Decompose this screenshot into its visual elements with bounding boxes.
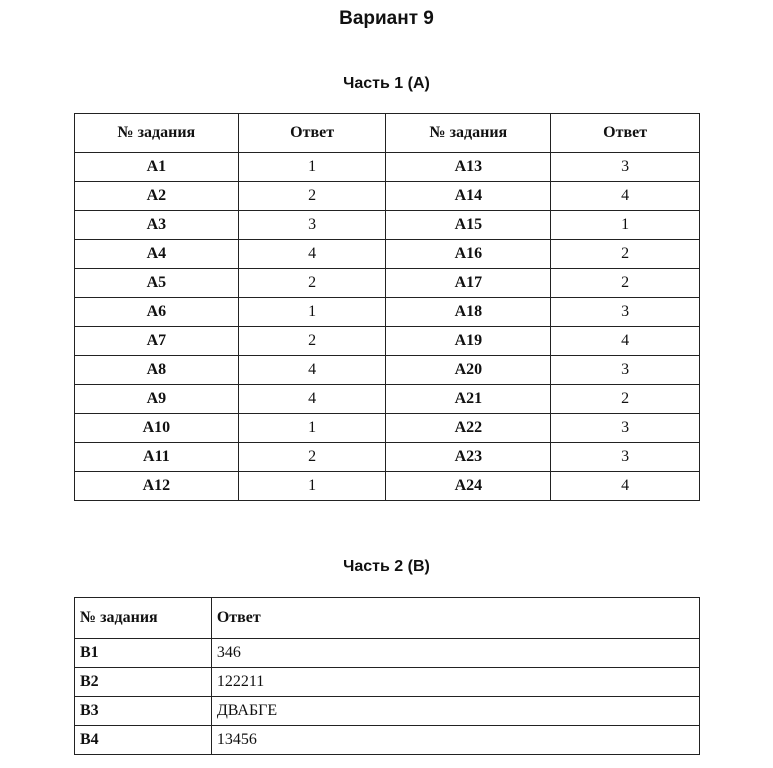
answer-cell: 2: [238, 327, 386, 356]
answer-cell: 3: [551, 356, 700, 385]
task-number-cell: В4: [75, 726, 212, 755]
answer-cell: 13456: [211, 726, 699, 755]
answer-cell: 1: [238, 414, 386, 443]
answer-cell: 2: [551, 269, 700, 298]
answer-cell: 4: [551, 327, 700, 356]
task-number-cell: А9: [75, 385, 239, 414]
answer-cell: 1: [238, 298, 386, 327]
answer-cell: 4: [551, 472, 700, 501]
table-row: [75, 414, 700, 443]
task-number-cell: А5: [75, 269, 239, 298]
table-row: [75, 472, 700, 501]
table-row: [75, 443, 700, 472]
task-number-cell: А19: [386, 327, 551, 356]
answer-cell: 3: [551, 443, 700, 472]
part1-answer-table: [74, 113, 700, 501]
task-number-cell: В1: [75, 639, 212, 668]
answer-cell: 122211: [211, 668, 699, 697]
task-number-cell: А16: [386, 240, 551, 269]
table-row: [75, 153, 700, 182]
table-row: [75, 298, 700, 327]
answer-cell: 4: [238, 356, 386, 385]
answer-cell: 4: [238, 385, 386, 414]
task-number-cell: В3: [75, 697, 212, 726]
part1-title: Часть 1 (А): [343, 75, 430, 92]
table-row: [75, 327, 700, 356]
header-answer: Ответ: [551, 114, 700, 153]
answer-cell: 2: [551, 240, 700, 269]
task-number-cell: А15: [386, 211, 551, 240]
table-row: [75, 182, 700, 211]
table-row: [75, 726, 700, 755]
header-task-number: № задания: [386, 114, 551, 153]
task-number-cell: А2: [75, 182, 239, 211]
header-answer: Ответ: [211, 598, 699, 639]
answer-cell: 2: [238, 443, 386, 472]
answer-cell: 1: [238, 472, 386, 501]
task-number-cell: А14: [386, 182, 551, 211]
answer-cell: 4: [551, 182, 700, 211]
task-number-cell: А3: [75, 211, 239, 240]
table-row: [75, 240, 700, 269]
answer-cell: 4: [238, 240, 386, 269]
header-task-number: № задания: [75, 114, 239, 153]
task-number-cell: А4: [75, 240, 239, 269]
task-number-cell: А8: [75, 356, 239, 385]
task-number-cell: А21: [386, 385, 551, 414]
task-number-cell: А11: [75, 443, 239, 472]
answer-cell: 3: [551, 153, 700, 182]
answer-cell: 3: [551, 414, 700, 443]
task-number-cell: В2: [75, 668, 212, 697]
table-row: [75, 356, 700, 385]
answer-cell: 346: [211, 639, 699, 668]
page-title: Вариант 9: [339, 8, 434, 29]
part2-title: Часть 2 (В): [343, 558, 430, 575]
part2-answer-table: [74, 597, 700, 755]
table-header-row: [75, 598, 700, 639]
task-number-cell: А23: [386, 443, 551, 472]
answer-cell: 1: [551, 211, 700, 240]
task-number-cell: А22: [386, 414, 551, 443]
answer-cell: 2: [551, 385, 700, 414]
task-number-cell: А18: [386, 298, 551, 327]
table-row: [75, 211, 700, 240]
table-row: [75, 269, 700, 298]
answer-cell: 3: [551, 298, 700, 327]
table-row: [75, 668, 700, 697]
task-number-cell: А24: [386, 472, 551, 501]
task-number-cell: А1: [75, 153, 239, 182]
table-row: [75, 697, 700, 726]
answer-cell: 3: [238, 211, 386, 240]
task-number-cell: А10: [75, 414, 239, 443]
task-number-cell: А6: [75, 298, 239, 327]
header-answer: Ответ: [238, 114, 386, 153]
task-number-cell: А20: [386, 356, 551, 385]
table-row: [75, 385, 700, 414]
answer-cell: 1: [238, 153, 386, 182]
answer-cell: 2: [238, 182, 386, 211]
task-number-cell: А13: [386, 153, 551, 182]
header-task-number: № задания: [75, 598, 212, 639]
answer-cell: 2: [238, 269, 386, 298]
task-number-cell: А12: [75, 472, 239, 501]
table-row: [75, 639, 700, 668]
answer-cell: ДВАБГЕ: [211, 697, 699, 726]
table-header-row: [75, 114, 700, 153]
task-number-cell: А17: [386, 269, 551, 298]
task-number-cell: А7: [75, 327, 239, 356]
